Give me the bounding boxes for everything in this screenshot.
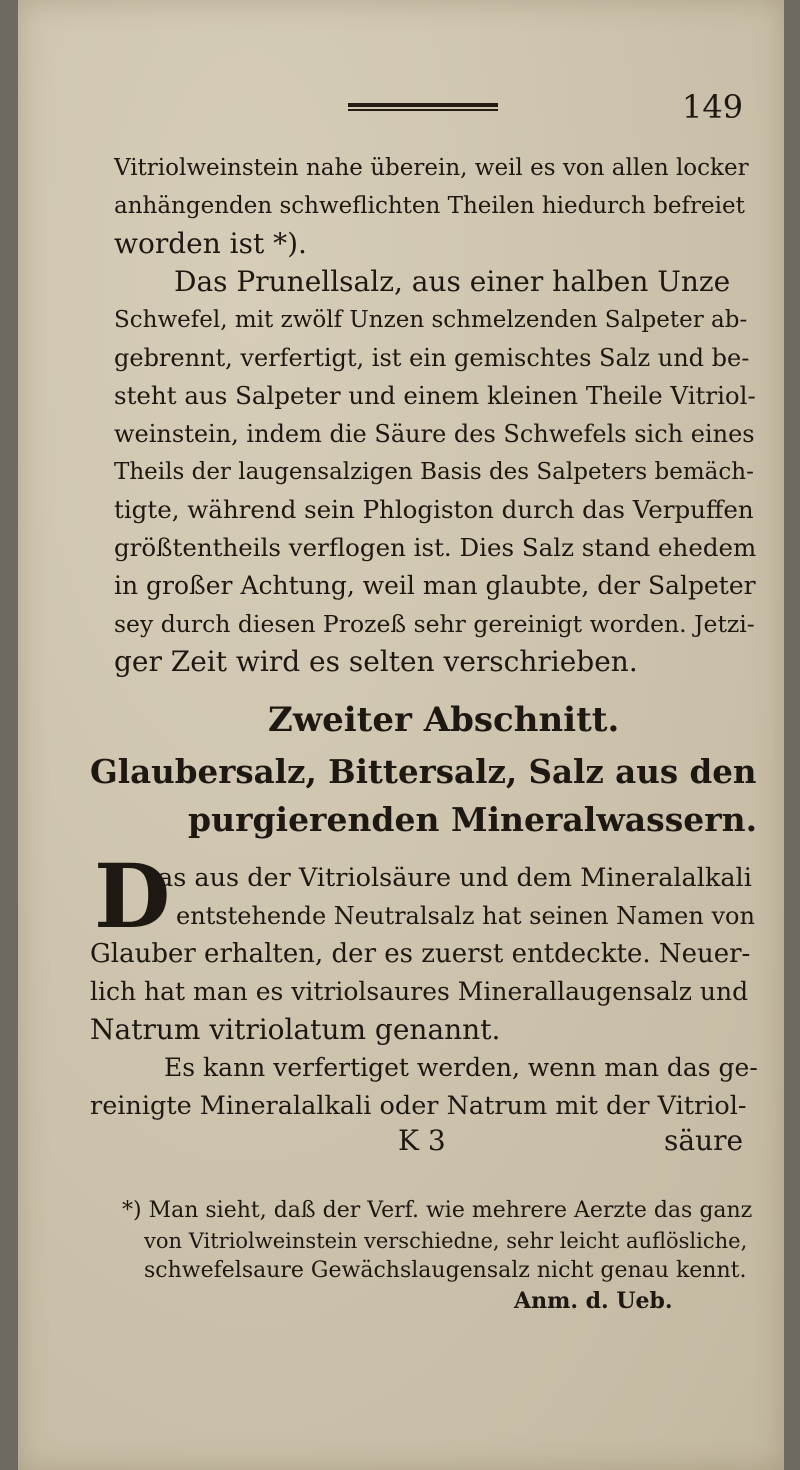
text-line: Theils der laugensalzigen Basis des Salpeters bemäch-	[114, 459, 754, 485]
text-line: anhängenden schweflichten Theilen hiedurch befreiet	[114, 193, 745, 219]
text-line: Es kann verfertiget werden, wenn man das ge-	[164, 1053, 758, 1082]
text-line: as aus der Vitriolsäure und dem Mineralalkali	[158, 863, 752, 893]
footnote-signoff: Anm. d. Ueb.	[514, 1288, 673, 1314]
text-line: in großer Achtung, weil man glaubte, der Salpeter	[114, 571, 756, 600]
text-line: weinstein, indem die Säure des Schwefels sich eines	[114, 420, 755, 448]
text-line: steht aus Salpeter und einem kleinen Theile Vitriol-	[114, 381, 756, 410]
text-line: Vitriolweinstein nahe überein, weil es von allen locker	[114, 155, 749, 181]
text-line: lich hat man es vitriolsaures Minerallaugensalz und	[90, 977, 749, 1006]
book-page	[18, 0, 784, 1470]
text-line: größtentheils verflogen ist. Dies Salz stand ehedem	[114, 533, 757, 562]
signature-mark: K 3	[398, 1124, 446, 1157]
footnote-line: von Vitriolweinstein verschiedne, sehr leicht auflösliche,	[144, 1229, 748, 1253]
drop-cap: D	[94, 844, 171, 948]
text-line: tigte, während sein Phlogiston durch das Verpuffen	[114, 495, 754, 524]
text-line: ger Zeit wird es selten verschrieben.	[114, 645, 638, 678]
text-line: sey durch diesen Prozeß sehr gereinigt worden. Jetzi-	[114, 610, 755, 638]
text-line: Schwefel, mit zwölf Unzen schmelzenden Salpeter ab-	[114, 307, 748, 333]
text-line: worden ist *).	[114, 227, 307, 260]
text-line: reinigte Mineralalkali oder Natrum mit der Vitriol-	[90, 1091, 747, 1121]
text-line: entstehende Neutralsalz hat seinen Namen von	[176, 902, 755, 930]
page-number: 149	[682, 88, 744, 126]
text-line: Das Prunellsalz, aus einer halben Unze	[174, 265, 731, 298]
catchword: säure	[664, 1124, 744, 1157]
footnote-line: *) Man sieht, daß der Verf. wie mehrere Aerzte das ganz	[122, 1198, 753, 1223]
text-line: Natrum vitriolatum genannt.	[90, 1013, 501, 1046]
header-rule	[348, 103, 498, 111]
section-title: Glaubersalz, Bittersalz, Salz aus den	[90, 752, 757, 791]
text-line: Glauber erhalten, der es zuerst entdeckte. Neuer-	[90, 939, 751, 969]
section-title: purgierenden Mineralwassern.	[188, 800, 758, 839]
footnote-line: schwefelsaure Gewächslaugensalz nicht genau kennt.	[144, 1258, 747, 1283]
section-heading: Zweiter Abschnitt.	[268, 700, 620, 740]
text-line: gebrennt, verfertigt, ist ein gemischtes Salz und be-	[114, 344, 750, 372]
